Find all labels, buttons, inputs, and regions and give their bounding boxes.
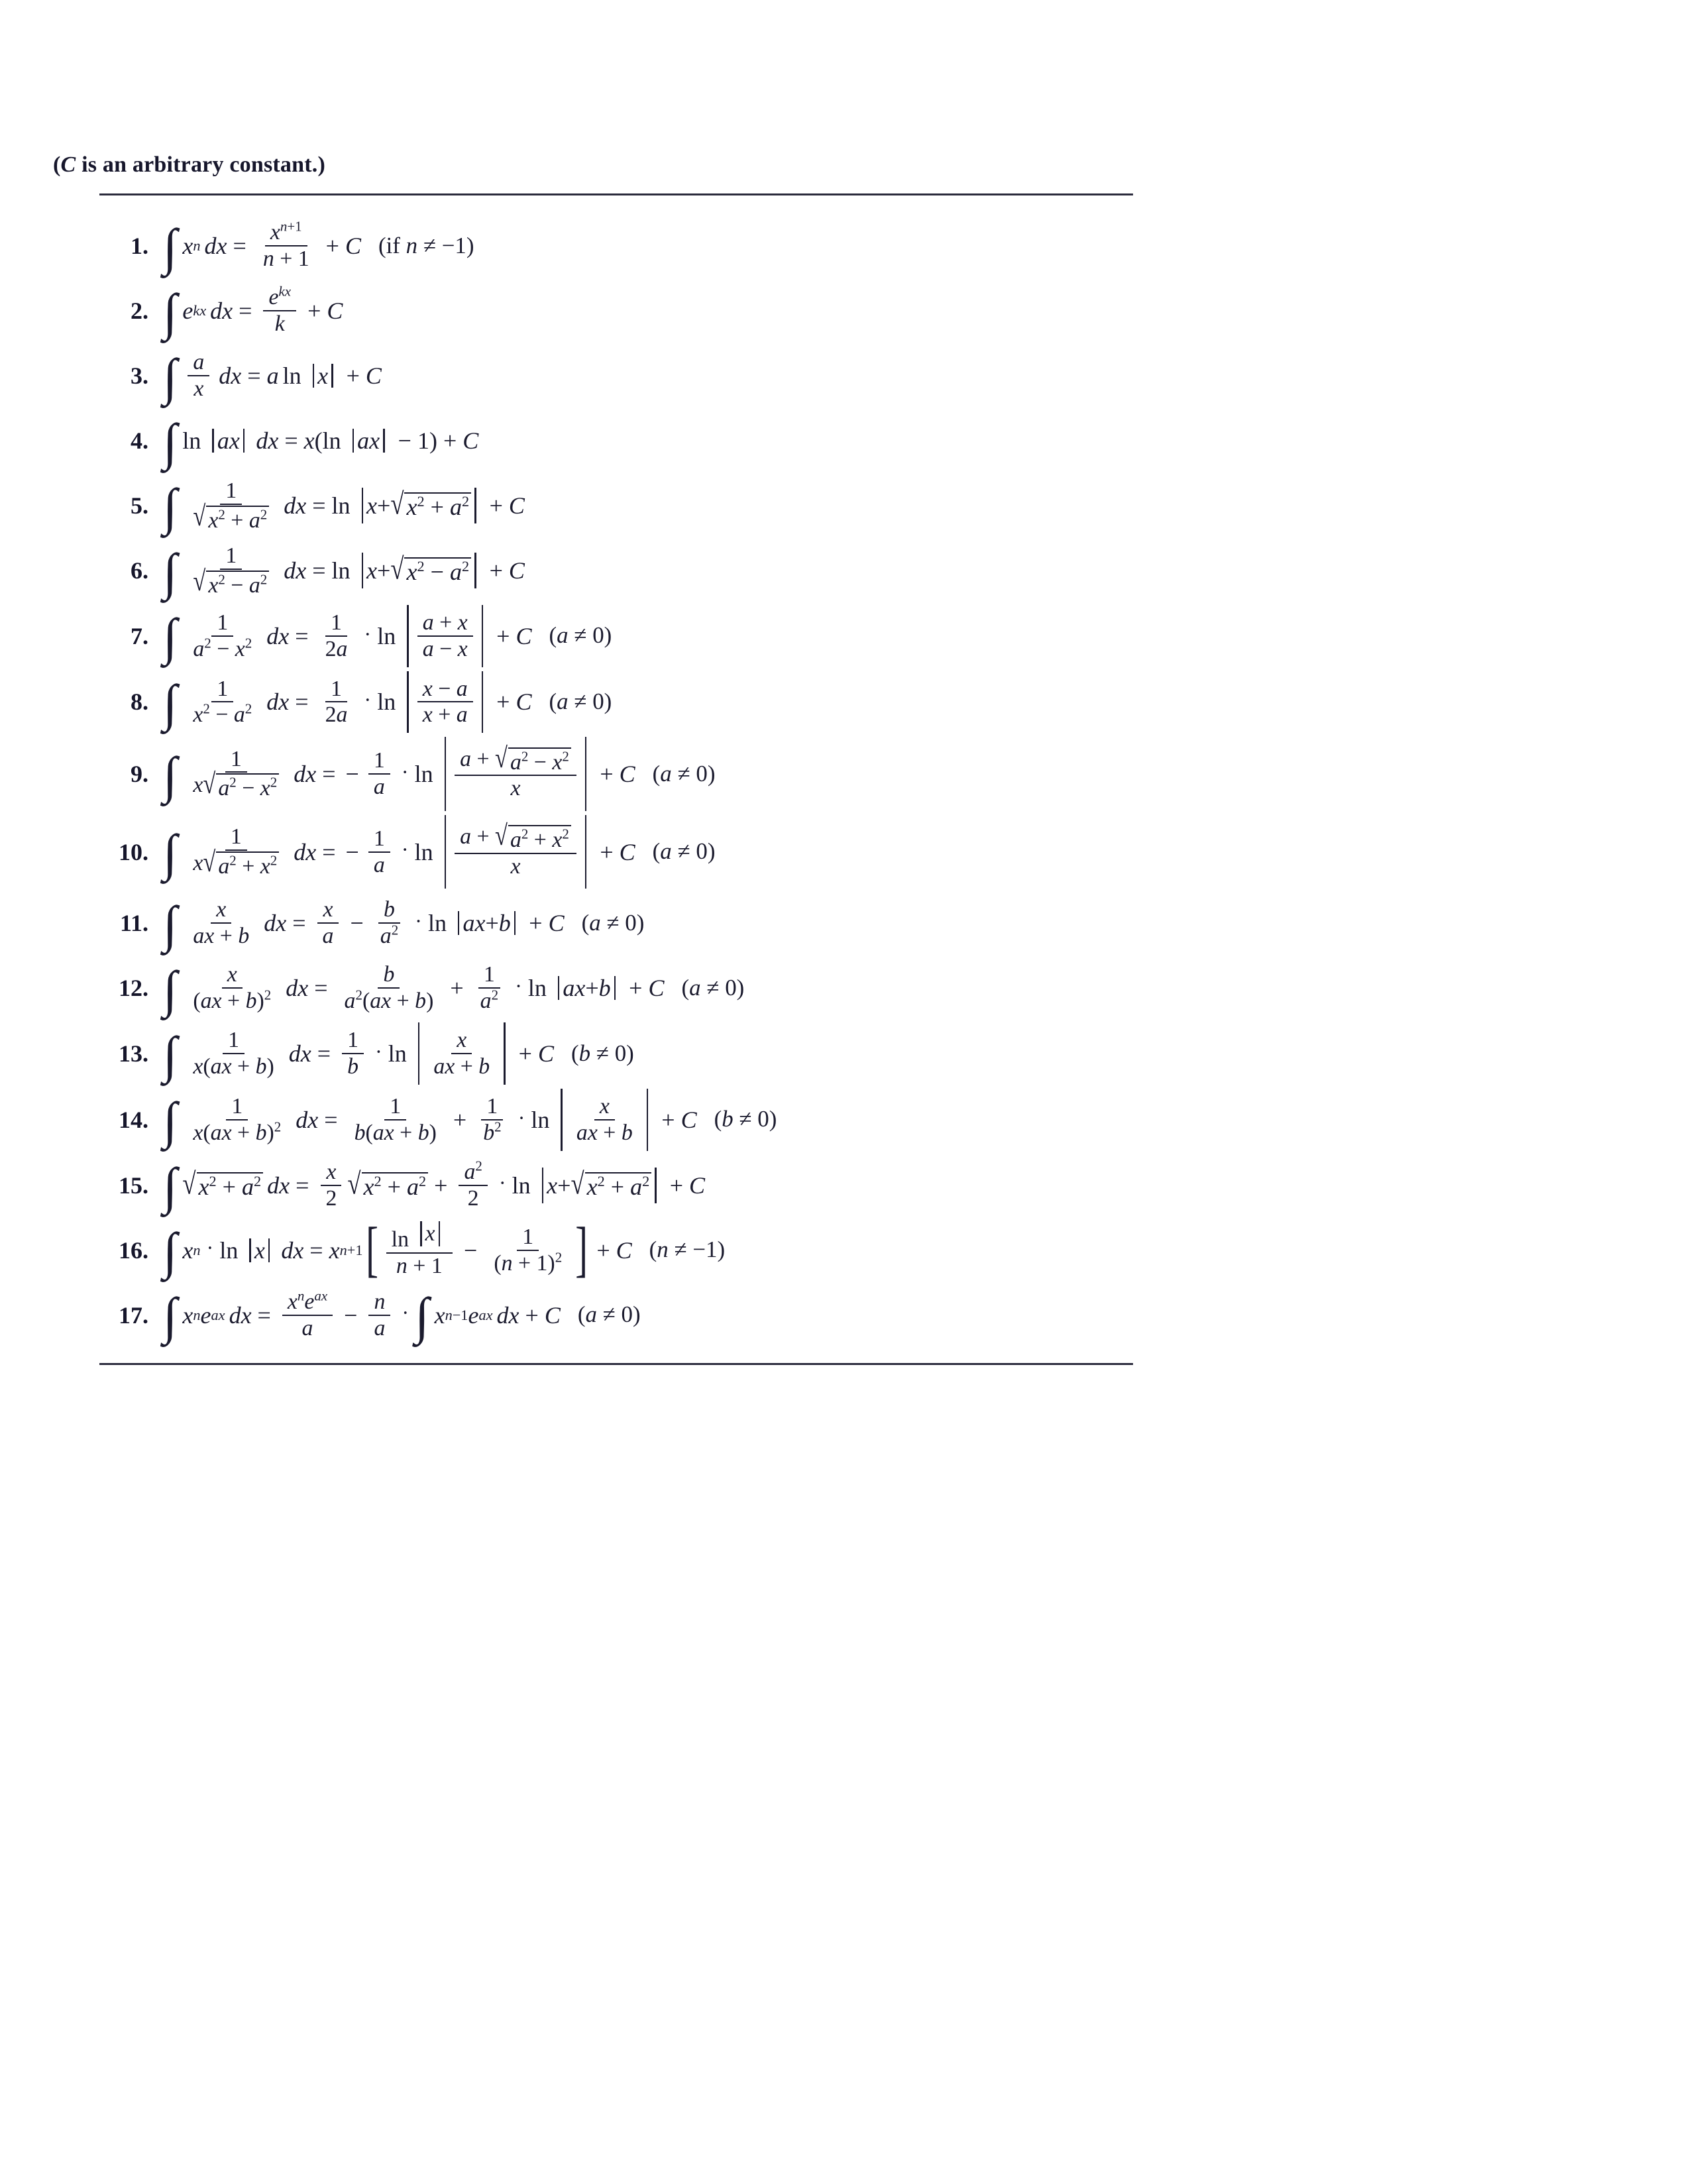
- formula-body: ∫ 1 √ $x^2 + a^2$ dx = ln x + √ $x^2 + a^2$ + C: [163, 477, 525, 535]
- formula-number: 17.: [119, 1301, 148, 1329]
- formula-number: 12.: [119, 975, 148, 1002]
- formula-row: [99, 215, 1588, 276]
- formula-body: ∫ x n e ax dx = $\frac{x^ne^{ax}}{a}$ − $\frac{n}{a}$ · ∫ x n−1 e ax dx + C (a ≠ 0): [163, 1287, 641, 1345]
- formula-number: 6.: [131, 557, 148, 584]
- integral-icon: ∫: [163, 412, 178, 470]
- formula-body: ∫ $\frac{1}{a^2 - x^2}$ dx = $\frac{1}{2a}$ · ln $\frac{a + x}{a - x}$ + C (a ≠ 0): [163, 605, 612, 667]
- integral-icon: ∫: [163, 1222, 178, 1280]
- formula-number: 8.: [131, 688, 148, 716]
- formula-condition: (n ≠ −1): [649, 1236, 726, 1263]
- formula-number: 7.: [131, 622, 148, 649]
- integral-icon: ∫: [163, 895, 178, 953]
- integral-icon: ∫: [163, 217, 178, 276]
- formula-number: 10.: [119, 838, 148, 865]
- formula-row: [99, 1022, 1588, 1085]
- formula-condition: (a ≠ 0): [549, 688, 612, 714]
- note-text: is an arbitrary constant.): [76, 152, 325, 177]
- formula-row: [99, 475, 1588, 536]
- integral-icon: ∫: [163, 1287, 178, 1345]
- formula-condition: (a ≠ 0): [681, 974, 745, 1001]
- formula-body: ∫ $\frac{1}{x(ax + b)^2}$ dx = $\frac{1}{b(ax + b)}$ + $\frac{1}{b^2}$ · ln $\frac{x}{ax + b}$ + C (b ≠ 0): [163, 1089, 777, 1151]
- integral-icon: ∫: [415, 1287, 429, 1345]
- formula-number: 15.: [119, 1172, 148, 1199]
- formula-number: 4.: [131, 427, 148, 454]
- formula-row: [99, 957, 1588, 1018]
- formula-condition: (a ≠ 0): [549, 622, 612, 649]
- formula-body: ∫ x n dx = $\frac{x^{n+1}}{n + 1}$ + C (if n ≠ −1): [163, 217, 474, 276]
- formula-row: [99, 1089, 1588, 1151]
- formula-condition: (a ≠ 0): [652, 838, 716, 865]
- formula-condition: (b ≠ 0): [714, 1106, 777, 1132]
- formula-body: ∫ $\frac{1}{x(ax + b)}$ dx = $\frac{1}{b}$ · ln $\frac{x}{ax + b}$ + C (b ≠ 0): [163, 1022, 634, 1085]
- integral-icon: ∫: [163, 1025, 178, 1083]
- formula-row: [99, 280, 1588, 341]
- formula-row: [99, 737, 1588, 811]
- formula-condition: (a ≠ 0): [577, 1301, 641, 1328]
- formula-number: 13.: [119, 1040, 148, 1067]
- integral-icon: ∫: [163, 542, 178, 600]
- arbitrary-constant-note: [53, 152, 1588, 178]
- integral-icon: ∫: [163, 347, 178, 406]
- formula-row: [99, 1285, 1588, 1346]
- formula-row: [99, 410, 1588, 471]
- formula-condition: (if n ≠ −1): [378, 232, 474, 258]
- formula-row: [99, 815, 1588, 889]
- formula-body: ∫ √ $x^2 + a^2$ dx = $\frac{x}{2}$ √ $x^2 + a^2$ + $\frac{a^2}{2}$ · ln x + √ $x^2 + a^2$ + C: [163, 1157, 706, 1215]
- formula-number: 3.: [131, 362, 148, 389]
- formula-body: ∫ e kx dx = $\frac{e^{kx}}{k}$ + C: [163, 282, 343, 341]
- formula-row: [99, 345, 1588, 406]
- top-rule: [99, 193, 1133, 195]
- formula-number: 11.: [119, 910, 148, 937]
- integral-icon: ∫: [163, 959, 178, 1018]
- formula-body: ∫ $\frac{a}{x}$ dx = a ln x + C: [163, 347, 382, 406]
- formula-body: ∫ 1 √ $x^2 - a^2$ dx = ln x + √ $x^2 - a^2$ + C: [163, 542, 525, 600]
- integral-icon: ∫: [163, 477, 178, 535]
- formula-body: ∫ x n · ln x dx = x n+1 [ ln x n + 1 − $\frac{1}{(n + 1)^2}$ ] + C (n ≠ −1): [163, 1215, 726, 1284]
- integral-icon: ∫: [163, 282, 178, 341]
- formula-number: 16.: [119, 1236, 148, 1264]
- formula-body: ∫ $\frac{x}{ax + b}$ dx = $\frac{x}{a}$ − $\frac{b}{a^2}$ · ln ax + b + C (a ≠ 0): [163, 895, 645, 953]
- note-open-paren: (: [53, 152, 61, 177]
- formula-number: 9.: [131, 760, 148, 787]
- formula-row: [99, 605, 1588, 667]
- formula-number: 5.: [131, 492, 148, 519]
- formula-condition: (a ≠ 0): [652, 760, 716, 787]
- integral-icon: ∫: [163, 1157, 178, 1215]
- formula-body: ∫ $\frac{1}{x^2 - a^2}$ dx = $\frac{1}{2a}$ · ln $\frac{x - a}{x + a}$ + C (a ≠ 0): [163, 671, 612, 734]
- formula-row: [99, 540, 1588, 601]
- formula-number: 2.: [131, 298, 148, 324]
- formula-body: ∫ 1 x √ $a^2 - x^2$ dx = − $\frac{1}{a}$ · ln a + √ $a^2 - x^2$ x + C (a ≠ 0): [163, 737, 715, 811]
- formula-body: ∫ $\frac{x}{(ax + b)^2}$ dx = $\frac{b}{a^2(ax + b)}$ + $\frac{1}{a^2}$ · ln ax + b + C (a ≠ 0): [163, 959, 745, 1018]
- formula-condition: (b ≠ 0): [571, 1040, 634, 1066]
- formula-body: ∫ ln ax dx = x ( ln ax − 1) + C: [163, 412, 479, 470]
- formula-row: [99, 1215, 1588, 1284]
- integral-icon: ∫: [163, 608, 178, 666]
- bottom-rule: [99, 1363, 1133, 1365]
- formula-row: [99, 893, 1588, 954]
- formula-condition: (a ≠ 0): [581, 909, 645, 936]
- formula-row: [99, 671, 1588, 734]
- formula-number: 1.: [131, 233, 148, 259]
- note-constant-symbol: C: [60, 152, 76, 177]
- formula-list: [99, 215, 1588, 1346]
- formula-number: 14.: [119, 1106, 148, 1133]
- formula-body: ∫ 1 x √ $a^2 + x^2$ dx = − $\frac{1}{a}$ · ln a + √ $a^2 + x^2$ x + C (a ≠ 0): [163, 815, 715, 889]
- integral-icon: ∫: [163, 824, 178, 882]
- formula-row: [99, 1155, 1588, 1216]
- integral-icon: ∫: [163, 745, 178, 804]
- integral-icon: ∫: [163, 1091, 178, 1150]
- integral-icon: ∫: [163, 673, 178, 732]
